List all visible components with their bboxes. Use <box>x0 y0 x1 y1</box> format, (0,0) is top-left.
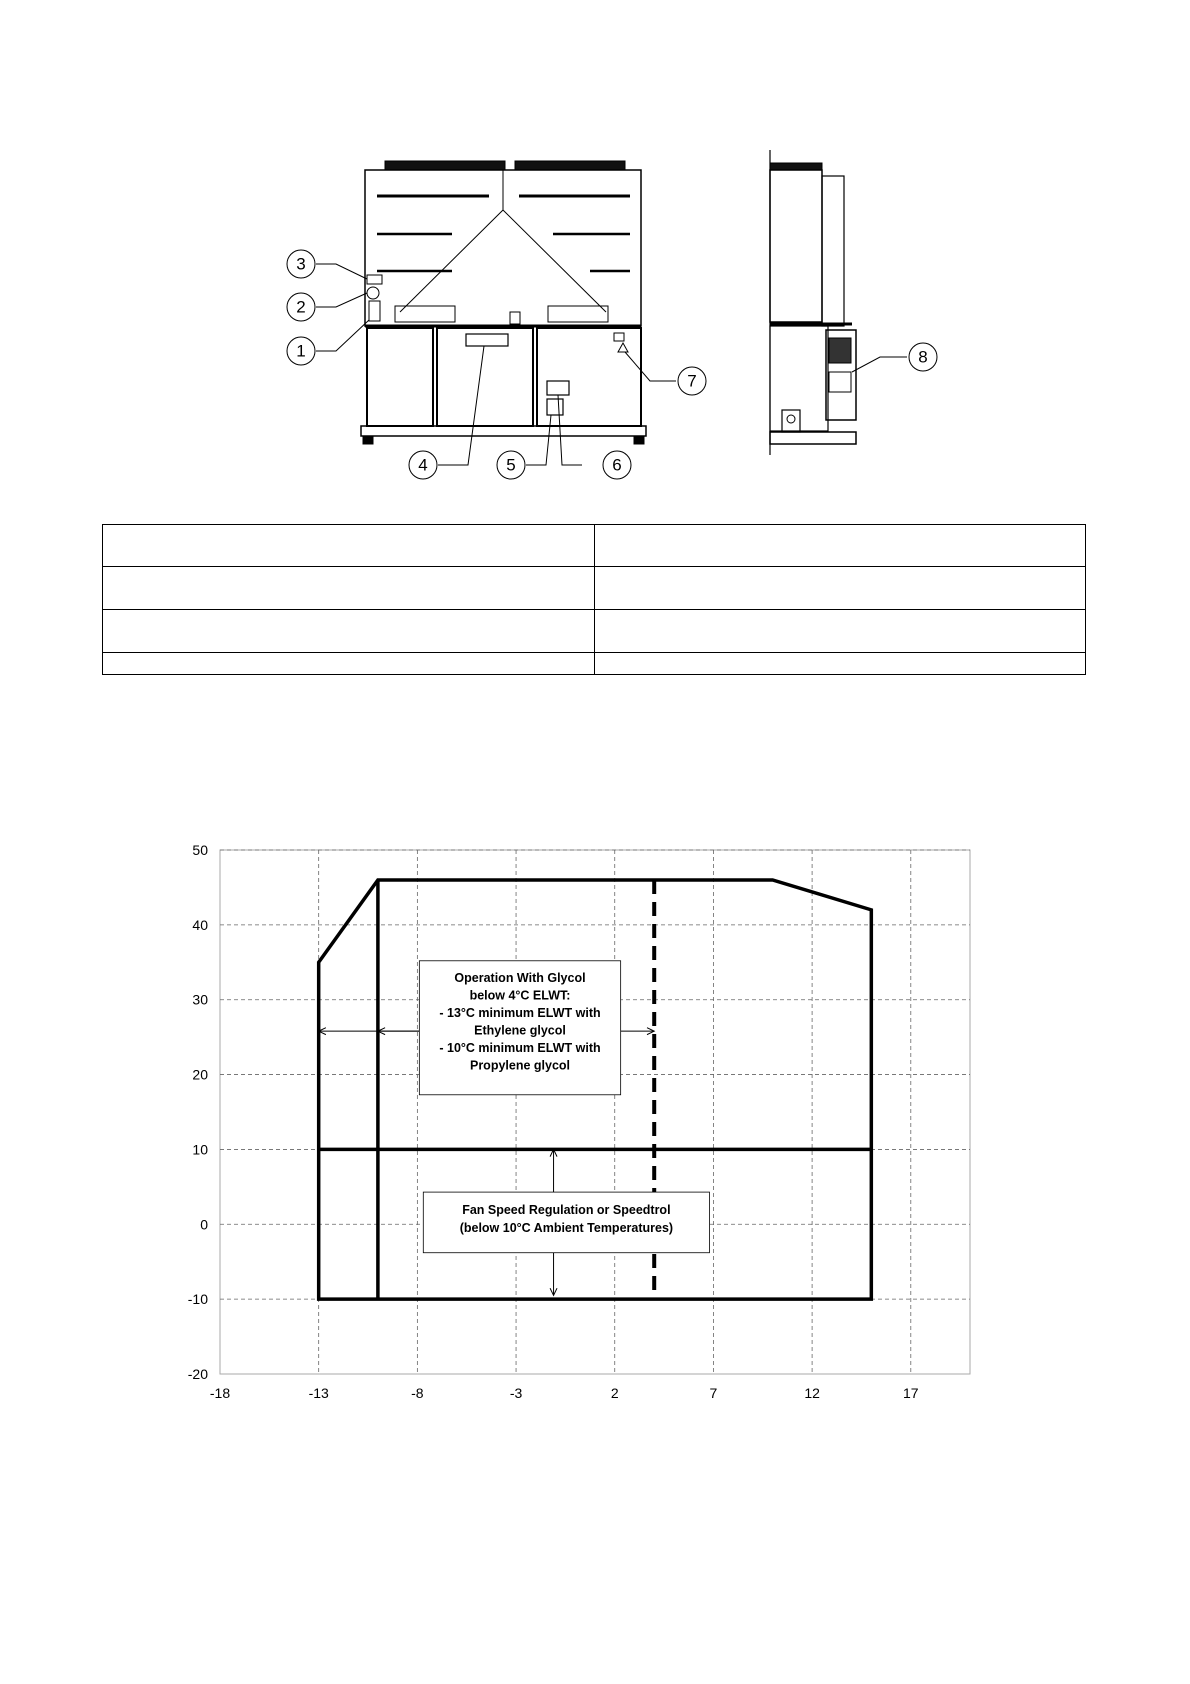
chart-notes <box>419 961 709 1253</box>
unit-drawing <box>0 0 1190 500</box>
x-tick-label: -18 <box>209 1385 231 1401</box>
fan-speed-note-line: (below 10°C Ambient Temperatures) <box>459 1221 674 1236</box>
table-cell <box>594 567 1086 610</box>
glycol-note-line: Propylene glycol <box>469 1058 571 1073</box>
svg-text:1: 1 <box>296 341 306 361</box>
svg-text:4: 4 <box>418 455 428 475</box>
y-tick-label: 10 <box>192 1141 208 1158</box>
spec-table <box>102 524 1086 675</box>
x-tick-label: -3 <box>509 1385 523 1401</box>
chart-grid <box>220 850 970 1374</box>
table-row <box>103 610 1086 653</box>
fan-speed-note-line: Fan Speed Regulation or Speedtrol <box>462 1203 671 1218</box>
front-view <box>361 161 646 444</box>
svg-text:7: 7 <box>687 371 697 391</box>
y-tick-label: 20 <box>192 1066 208 1083</box>
callout-5 <box>497 451 525 479</box>
side-view <box>770 150 856 455</box>
table-row <box>103 653 1086 675</box>
callout-8 <box>909 343 937 371</box>
y-tick-label: 0 <box>200 1216 208 1233</box>
y-tick-label: -10 <box>187 1291 208 1308</box>
table-cell <box>594 610 1086 653</box>
glycol-note-line: - 10°C minimum ELWT with <box>439 1040 601 1055</box>
table-cell <box>103 567 595 610</box>
svg-text:8: 8 <box>918 347 928 367</box>
glycol-note-line: Ethylene glycol <box>474 1023 566 1038</box>
table-row <box>103 525 1086 567</box>
x-tick-label: 12 <box>804 1385 820 1401</box>
svg-text:6: 6 <box>612 455 622 475</box>
y-axis-ticks <box>188 842 208 1382</box>
callout-3 <box>287 250 315 278</box>
callout-7 <box>678 367 706 395</box>
callout-2 <box>287 293 315 321</box>
y-tick-label: 50 <box>192 842 208 858</box>
plot-area <box>220 850 970 1374</box>
x-axis-ticks <box>210 1385 919 1401</box>
glycol-note-line: below 4°C ELWT: <box>469 988 571 1003</box>
y-tick-label: 30 <box>192 991 208 1008</box>
callout-1 <box>287 337 315 365</box>
leader-lines <box>316 264 907 465</box>
x-tick-label: 2 <box>610 1385 619 1401</box>
x-tick-label: -13 <box>308 1385 329 1401</box>
glycol-note-line: - 13°C minimum ELWT with <box>439 1005 601 1020</box>
svg-text:3: 3 <box>296 254 306 274</box>
fan-speed-note <box>423 1192 709 1253</box>
glycol-note-line: Operation With Glycol <box>454 970 586 985</box>
x-tick-label: -8 <box>411 1385 424 1401</box>
svg-text:5: 5 <box>506 455 516 475</box>
operating-envelope-chart <box>160 840 1060 1420</box>
y-tick-label: -20 <box>187 1366 208 1382</box>
table-cell <box>594 653 1086 675</box>
table-row <box>103 567 1086 610</box>
callout-4 <box>409 451 437 479</box>
table-cell <box>103 525 595 567</box>
table-cell <box>103 610 595 653</box>
x-tick-label: 17 <box>903 1385 919 1401</box>
svg-text:2: 2 <box>296 297 306 317</box>
callout-6 <box>603 451 631 479</box>
x-tick-label: 7 <box>709 1385 718 1401</box>
glycol-note <box>419 961 620 1095</box>
table-cell <box>594 525 1086 567</box>
y-tick-label: 40 <box>192 916 208 933</box>
table-cell <box>103 653 595 675</box>
